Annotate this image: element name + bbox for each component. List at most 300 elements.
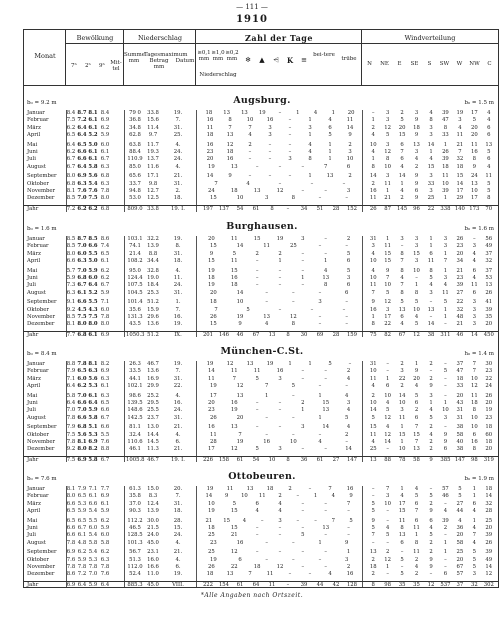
table-cell: 9 <box>224 493 229 500</box>
header-t-niederschlag: Niederschlag <box>199 72 237 78</box>
table-cell: 12 <box>276 188 284 194</box>
table-cell: 13.7 <box>147 156 159 163</box>
table-cell: 8 <box>429 267 433 274</box>
table-cell: 24 <box>485 383 493 390</box>
table-cell: – <box>342 180 346 187</box>
header-n-datum: Datum <box>175 58 195 64</box>
table-cell: 1 <box>429 149 433 155</box>
table-cell: 41 <box>485 299 493 306</box>
table-cell: 7 <box>331 517 336 524</box>
table-cell: 4 <box>472 508 477 515</box>
table-cell: – <box>318 431 322 438</box>
table-cell: 8 <box>487 195 491 202</box>
table-cell: 3 <box>278 517 282 524</box>
table-cell: 2 <box>371 571 375 578</box>
table-cell: 30.0 <box>147 517 159 524</box>
table-cell: 5 <box>371 414 375 421</box>
table-cell: 39 <box>485 306 493 313</box>
table-cell: 4 <box>248 132 252 139</box>
table-cell: 18.4 <box>147 282 159 289</box>
table-cell: 8.5 <box>66 236 76 242</box>
table-cell: 2 <box>371 124 375 131</box>
month-label: Mai <box>27 141 38 148</box>
table-cell: 18 <box>470 400 478 406</box>
table-cell: 1 <box>318 539 322 546</box>
header-zahl-der-tage: Zahl der Tage <box>245 33 313 43</box>
station-title: Augsburg. <box>233 95 291 106</box>
table-cell: 5 <box>443 299 448 306</box>
table-cell: 2 <box>385 549 390 556</box>
table-cell: 6 <box>414 188 419 194</box>
table-cell: 67 <box>252 331 260 338</box>
table-row <box>24 400 498 407</box>
table-cell: 31 <box>369 236 377 242</box>
table-row <box>24 251 498 258</box>
table-cell: 85.0 <box>129 163 141 170</box>
table-cell: 6.2 <box>66 124 76 131</box>
table-cell: 5.3 <box>77 500 87 507</box>
table-cell: 1 <box>385 375 390 382</box>
table-cell: 7.0 <box>77 267 87 274</box>
table-cell: 61 <box>252 205 260 212</box>
table-cell: – <box>301 375 305 382</box>
table-cell: 7 <box>228 124 232 131</box>
table-cell: 2 <box>429 549 433 556</box>
header-n-max: Tagesmaximum Betrag mm <box>144 52 188 70</box>
table-cell: 11 <box>226 486 234 492</box>
table-cell: 39 <box>442 517 449 524</box>
table-cell: 29.6 <box>147 314 159 320</box>
table-cell: 20 <box>485 525 493 531</box>
table-cell: 3 <box>278 446 282 453</box>
table-cell: 6.6 <box>77 149 87 155</box>
table-cell: 11 <box>268 581 276 588</box>
month-label: Dezember <box>27 571 55 578</box>
month-label: März <box>27 500 41 507</box>
table-cell: 7 <box>346 500 351 507</box>
table-cell: 6.6 <box>66 525 76 531</box>
table-cell: 19 <box>266 361 274 367</box>
table-cell: 8 <box>291 321 296 328</box>
table-cell: 4. <box>175 141 181 148</box>
table-cell: 6.3 <box>100 556 110 563</box>
table-cell: 4 <box>346 424 351 431</box>
table-cell: – <box>318 314 322 320</box>
table-cell: 3 <box>414 110 419 116</box>
table-cell: 11 <box>413 525 420 531</box>
table-cell: 1050.3 <box>126 331 145 338</box>
table-cell: 14 <box>236 243 244 250</box>
table-cell: 7.6 <box>66 556 76 563</box>
table-cell: – <box>444 564 447 570</box>
table-cell: 1 <box>429 243 433 250</box>
table-cell: 6.6 <box>77 400 87 406</box>
table-row <box>24 383 498 390</box>
table-cell: 35 <box>413 581 420 588</box>
table-row <box>24 571 498 578</box>
table-cell: 21 <box>205 517 213 524</box>
table-cell: 22. <box>173 383 183 390</box>
table-cell: 9 <box>414 173 419 180</box>
table-cell: 25 <box>208 532 215 539</box>
header-n-summe: Summe mm <box>124 52 145 64</box>
table-cell: 6.4 <box>77 124 87 131</box>
table-cell: – <box>255 267 259 274</box>
table-cell: 8.7 <box>77 110 87 116</box>
table-cell: 10 <box>442 180 449 187</box>
table-cell: – <box>255 532 259 539</box>
table-cell: 67 <box>456 564 464 570</box>
table-cell: 19. I. <box>171 205 185 212</box>
month-label: Jahr <box>27 331 39 338</box>
table-cell: 10 <box>268 456 276 463</box>
table-cell: 4 <box>458 124 462 131</box>
table-cell: 7.0 <box>77 407 87 414</box>
table-cell: 15. <box>173 525 183 531</box>
table-cell: 47 <box>456 368 464 375</box>
table-cell: 8 <box>286 456 290 463</box>
table-cell: 20 <box>206 156 214 163</box>
table-row <box>24 439 498 446</box>
table-cell: 11 <box>230 236 238 242</box>
table-cell: 33.5 <box>129 368 141 375</box>
table-cell: – <box>324 250 328 257</box>
table-cell: 2 <box>429 500 433 507</box>
table-cell: 1 <box>443 250 448 257</box>
table-cell: 20 <box>209 289 217 296</box>
table-cell: 5 <box>385 407 390 414</box>
table-cell: 14 <box>208 368 215 375</box>
table-cell: – <box>255 424 259 431</box>
table-cell: 6.5 <box>66 132 76 139</box>
table-cell: 152 <box>346 205 358 212</box>
table-cell: 8 <box>308 156 312 163</box>
month-label: August <box>27 163 46 170</box>
table-cell: 70 <box>485 205 493 212</box>
table-cell: 4 <box>318 439 322 445</box>
table-cell: 8 <box>371 163 375 170</box>
table-cell: 15 <box>398 508 406 515</box>
table-cell: 112.0 <box>127 564 143 570</box>
table-cell: 21 <box>230 532 238 539</box>
table-cell: 131.3 <box>127 314 143 320</box>
header-wind-sw: SW <box>439 61 450 67</box>
month-label: Oktober <box>27 556 49 563</box>
table-cell: 11 <box>470 141 478 148</box>
table-cell: 5.5 <box>88 299 98 306</box>
table-cell: VIII. <box>172 581 184 588</box>
table-cell: 16 <box>263 439 271 445</box>
table-cell: 87 <box>384 205 392 212</box>
table-cell: 7.8 <box>88 564 98 570</box>
table-row <box>24 307 498 314</box>
table-cell: – <box>386 539 389 546</box>
table-cell: 1 <box>296 110 300 116</box>
table-cell: 19 <box>208 508 215 515</box>
table-cell: 11 <box>369 282 377 289</box>
table-cell: – <box>324 375 328 382</box>
table-cell: 4 <box>278 500 282 507</box>
table-cell: 16 <box>266 117 274 124</box>
table-cell: 8.0 <box>66 493 76 500</box>
table-cell: 3 <box>443 243 448 250</box>
table-cell: 7 <box>400 149 404 155</box>
table-cell: 4 <box>487 117 491 124</box>
table-cell: 7.9 <box>66 368 76 375</box>
table-cell: 5.5 <box>88 250 98 257</box>
table-cell: 7 <box>443 258 448 265</box>
table-cell: 6.1 <box>100 258 110 265</box>
table-cell: 2 <box>278 250 282 257</box>
month-label: November <box>27 439 56 445</box>
table-cell: 15 <box>398 132 406 139</box>
table-cell: – <box>348 361 352 367</box>
table-cell: – <box>386 517 389 524</box>
table-cell: 6.3 <box>100 392 110 399</box>
table-cell: 30 <box>485 361 493 367</box>
table-cell: – <box>345 243 348 250</box>
table-cell: 6.1 <box>88 392 98 399</box>
table-cell: 18 <box>206 571 214 578</box>
table-cell: 33 <box>442 132 449 139</box>
table-cell: – <box>265 431 268 438</box>
table-cell: 2 <box>348 173 352 180</box>
table-cell: 1 <box>443 539 448 546</box>
table-cell: 6.2 <box>77 205 87 212</box>
table-row <box>24 243 498 250</box>
table-cell: 12.4 <box>147 500 159 507</box>
table-cell: 36 <box>456 525 464 531</box>
table-cell: 20 <box>456 532 464 539</box>
table-cell: 4 <box>472 250 477 257</box>
table-cell: 11 <box>398 517 406 524</box>
table-cell: 5.0 <box>88 258 98 265</box>
table-cell: 19 <box>206 361 214 367</box>
table-cell: 19 <box>236 314 244 320</box>
table-cell: – <box>255 400 259 406</box>
table-row <box>24 321 498 328</box>
table-cell: 4 <box>313 110 318 116</box>
table-cell: 4 <box>264 321 269 328</box>
table-cell: 7 <box>248 571 252 578</box>
table-cell: 2 <box>400 195 404 202</box>
table-cell: 32 <box>485 258 493 265</box>
table-cell: 3 <box>414 236 419 242</box>
month-label: Januar <box>27 110 45 116</box>
table-cell: – <box>308 486 312 492</box>
header-t-01: ≥0,1 mm <box>197 50 211 62</box>
table-row <box>24 501 498 508</box>
table-cell: 5.8 <box>88 456 98 463</box>
table-cell: 7.9 <box>77 486 87 492</box>
month-label: Juli <box>27 532 36 539</box>
table-cell: 5 <box>255 375 259 382</box>
table-cell: 10 <box>413 267 420 274</box>
table-cell: 17 <box>470 110 478 116</box>
header-monat-col <box>24 30 66 85</box>
table-cell: 1 <box>385 236 390 242</box>
table-cell: – <box>288 173 292 180</box>
table-cell: 6.6 <box>77 299 87 306</box>
table-cell: 3 <box>264 195 269 202</box>
table-cell: 6 <box>346 282 351 289</box>
table-cell: 6.4 <box>100 581 110 588</box>
table-cell: 2 <box>371 556 375 563</box>
table-cell: 3 <box>443 236 448 242</box>
table-cell: 16 <box>470 149 478 155</box>
table-cell: – <box>268 149 272 155</box>
table-cell: 809.0 <box>127 205 143 212</box>
table-cell: 18. <box>173 508 183 515</box>
table-cell: 4 <box>371 439 375 445</box>
table-cell: – <box>473 236 476 242</box>
table-cell: 31. <box>173 289 183 296</box>
table-cell: 17 <box>398 500 406 507</box>
table-cell: 1 <box>308 361 312 367</box>
table-cell: – <box>444 424 447 431</box>
table-cell: 147 <box>346 456 358 463</box>
table-cell: 107.5 <box>127 282 143 289</box>
table-cell: 3 <box>429 392 433 399</box>
table-cell: 15 <box>413 431 420 438</box>
table-cell: 5.4 <box>88 532 98 539</box>
table-cell: 6.3 <box>77 180 87 187</box>
table-cell: 11 <box>266 571 274 578</box>
table-cell: 13 <box>322 275 330 281</box>
table-cell: 1 <box>371 117 375 124</box>
table-cell: 7 <box>248 124 252 131</box>
table-cell: 25 <box>427 195 435 202</box>
table-cell: 24. <box>173 407 183 414</box>
table-cell: 6.6 <box>66 258 76 265</box>
table-cell: 25 <box>456 549 464 556</box>
table-cell: 1 <box>400 486 404 492</box>
table-cell: 3 <box>348 149 352 155</box>
table-cell: 8.0 <box>66 173 76 180</box>
table-cell: 57 <box>456 571 464 578</box>
month-label: September <box>27 299 57 306</box>
table-cell: 5 <box>385 532 390 539</box>
table-cell: 13 <box>369 456 377 463</box>
thunderstorm-icon: K <box>286 56 294 65</box>
table-cell: 4 <box>328 571 332 578</box>
table-cell: 5.6 <box>77 431 87 438</box>
table-cell: 28 <box>485 508 493 515</box>
header-wind-c: C <box>487 61 492 67</box>
table-cell: 6 <box>487 124 491 131</box>
table-cell: 9 <box>385 267 390 274</box>
table-cell: 19 <box>230 407 238 414</box>
table-cell: 4 <box>400 493 404 500</box>
table-cell: 19. <box>173 361 183 367</box>
month-label: April <box>27 132 41 139</box>
table-cell: 11 <box>470 282 478 289</box>
month-label: Mai <box>27 392 38 399</box>
table-cell: 18 <box>208 275 215 281</box>
table-cell: 8 <box>429 117 433 124</box>
table-cell: 5.4 <box>88 549 98 556</box>
table-cell: 1 <box>443 306 448 313</box>
table-cell: 6.2 <box>100 267 110 274</box>
table-cell: 6.4 <box>77 581 87 588</box>
table-cell: 15 <box>230 525 238 531</box>
table-row <box>24 376 498 383</box>
table-cell: 4 <box>385 400 390 406</box>
table-cell: 15.9 <box>147 306 159 313</box>
table-cell: 6.0 <box>100 532 110 539</box>
table-cell: 6.3 <box>100 163 110 170</box>
table-cell: 7.4 <box>100 243 110 250</box>
table-cell: 537 <box>440 581 451 588</box>
table-cell: 51.3 <box>129 556 141 563</box>
month-label: September <box>27 173 57 180</box>
table-cell: 14 <box>485 564 493 570</box>
table-cell: 18. <box>173 258 183 265</box>
table-cell: – <box>278 163 282 170</box>
table-cell: – <box>268 173 272 180</box>
table-cell: 3 <box>400 236 404 242</box>
table-cell: 31 <box>369 361 377 367</box>
table-row <box>24 299 498 306</box>
table-cell: 7.5 <box>88 195 98 202</box>
table-cell: 7 <box>214 306 218 313</box>
table-row <box>24 407 498 414</box>
month-label: Juli <box>27 156 36 163</box>
table-cell: 5 <box>328 361 332 367</box>
header-b-7h: 7ʰ <box>71 63 77 69</box>
header-b-2h: 2ʰ <box>85 63 91 69</box>
table-cell: 3 <box>414 243 419 250</box>
table-cell: 9 <box>429 556 433 563</box>
table-cell: 11 <box>485 173 493 180</box>
table-cell: 8.1 <box>88 110 98 116</box>
table-cell: 3 <box>472 314 477 320</box>
table-cell: – <box>288 149 292 155</box>
table-cell: 5.4 <box>88 180 98 187</box>
table-cell: 12.7 <box>147 188 159 194</box>
table-cell: 61 <box>236 581 244 588</box>
table-row <box>24 156 498 163</box>
table-cell: – <box>301 525 305 531</box>
table-cell: 13 <box>398 532 406 539</box>
table-cell: 1 <box>443 314 448 320</box>
table-cell: 6 <box>400 539 404 546</box>
table-cell: 3 <box>414 258 419 265</box>
table-cell: 7.5 <box>66 117 76 124</box>
table-cell: 31 <box>456 407 464 414</box>
table-cell: 37 <box>456 581 464 588</box>
table-cell: 3 <box>385 110 390 116</box>
table-cell: 11 <box>208 375 215 382</box>
table-cell: 15 <box>230 267 238 274</box>
table-cell: 4. <box>175 556 181 563</box>
table-cell: 6 <box>429 250 433 257</box>
table-cell: – <box>371 110 375 116</box>
table-cell: 7. <box>175 368 181 375</box>
table-cell: 6.3 <box>88 368 98 375</box>
table-cell: 6.1 <box>88 331 98 338</box>
table-cell: 7 <box>414 424 419 431</box>
table-row <box>24 236 498 243</box>
table-cell: 5.8 <box>88 414 98 421</box>
month-label: Mai <box>27 267 38 274</box>
table-cell: – <box>386 446 389 453</box>
table-cell: 4 <box>371 383 375 390</box>
table-cell: 5.1 <box>88 424 98 431</box>
table-cell: 6.2 <box>100 517 110 524</box>
table-cell: 18 <box>485 424 493 431</box>
table-cell: 18 <box>456 375 464 382</box>
